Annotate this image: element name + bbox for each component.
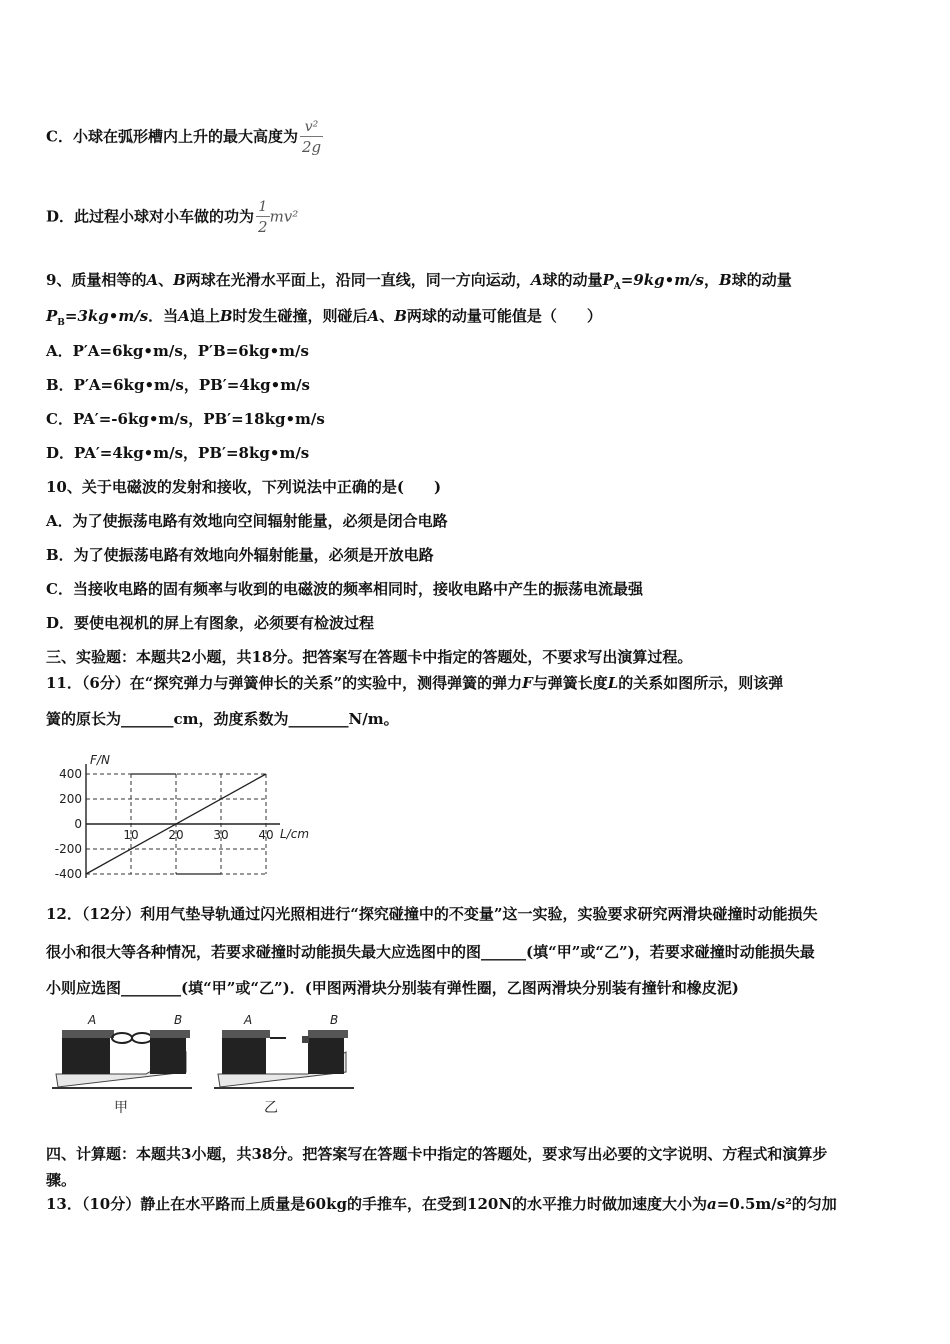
- air-track-figure: [46, 1012, 366, 1120]
- q12-stem-line2: 很小和很大等各种情况，若要求碰撞时动能损失最大应选图中的图______(填“甲”或“乙”)，若要求碰撞时动能损失最: [46, 943, 815, 961]
- slider-b-jia: [150, 1034, 186, 1074]
- section4-heading-line1: 四、计算题：本题共3小题，共38分。把答案写在答题卡中指定的答题处，要求写出必要的文字说明、方程式和演算步: [46, 1145, 828, 1163]
- y-tick-label: -200: [54, 842, 82, 856]
- q9-option-d: D．PA′=4kg•m/s，PB′=8kg•m/s: [46, 444, 310, 462]
- y-tick-label: -400: [54, 867, 82, 881]
- figure-yi: [214, 1013, 354, 1116]
- label-a-jia: A: [88, 1013, 97, 1027]
- slider-a-jia: [62, 1034, 110, 1074]
- x-tick-label: 20: [168, 828, 184, 842]
- q11-stem-line1: 11．（6分）在“探究弹力与弹簧伸长的关系”的实验中，测得弹簧的弹力F与弹簧长度L的关系如图所示，则该弹: [46, 674, 784, 692]
- graph-axes: [86, 764, 280, 878]
- q9-option-a: A．P′A=6kg•m/s，P′B=6kg•m/s: [46, 342, 309, 360]
- q9-option-b: B．P′A=6kg•m/s，PB′=4kg•m/s: [46, 376, 311, 394]
- q12-stem-line3: 小则应选图________(填“甲”或“乙”)．(甲图两滑块分别装有弹性圈，乙图两滑块分别装有撞针和橡皮泥): [46, 979, 739, 997]
- q12-stem-line1: 12．（12分）利用气垫导轨通过闪光照相进行“探究碰撞中的不变量”这一实验，实验要求研究两滑块碰撞时动能损失: [46, 905, 818, 923]
- q9-option-c: C．PA′=-6kg•m/s，PB′=18kg•m/s: [46, 410, 325, 428]
- q9-stem-line2: $P_B=3kg•m/s$．当A追上B时发生碰撞，则碰后A、B两球的动量可能值是（ ）: [46, 307, 602, 328]
- slider-b-top-yi: [308, 1030, 348, 1038]
- y-axis-label: F/N: [90, 753, 110, 767]
- label-a-yi: A: [244, 1013, 253, 1027]
- x-tick-label: 30: [213, 828, 229, 842]
- label-b-yi: B: [330, 1013, 339, 1027]
- q10-option-b: B．为了使振荡电路有效地向外辐射能量，必须是开放电路: [46, 546, 434, 564]
- slider-a-top-yi: [222, 1030, 270, 1038]
- fraction-one-half: $\frac{1}{2}$: [258, 199, 268, 236]
- x-axis-label: L/cm: [280, 827, 310, 841]
- slider-a-yi: [222, 1034, 266, 1074]
- elastic-ring-b: [132, 1033, 152, 1043]
- q8-option-c: C．小球在弧形槽内上升的最大高度为 $\frac{\text{v²}}{2g}$: [46, 119, 322, 156]
- slider-b-yi: [308, 1034, 344, 1074]
- q13-stem-line1: 13．（10分）静止在水平路而上质量是60kg的手推车，在受到120N的水平推力时做加速度大小为a=0.5m/s²的匀加: [46, 1195, 837, 1213]
- figure-jia: [52, 1013, 192, 1116]
- spring-force-length-graph: [40, 748, 330, 888]
- y-tick-label: 0: [74, 817, 82, 831]
- x-tick-label: 40: [258, 828, 274, 842]
- q8-option-d: D．此过程小球对小车做的功为 $\frac{1}{2}$ mv²: [46, 199, 299, 236]
- putty: [302, 1036, 309, 1043]
- section3-heading: 三、实验题：本题共2小题，共18分。把答案写在答题卡中指定的答题处，不要求写出演算过程。: [46, 648, 693, 666]
- q10-option-a: A．为了使振荡电路有效地向空间辐射能量，必须是闭合电路: [46, 512, 448, 530]
- section4-heading-line2: 骤。: [46, 1171, 77, 1189]
- q11-stem-line2: 簧的原长为_______cm，劲度系数为________N/m。: [46, 710, 399, 728]
- x-tick-label: 10: [123, 828, 139, 842]
- elastic-ring-a: [112, 1033, 132, 1043]
- q10-stem: 10、关于电磁波的发射和接收，下列说法中正确的是( ): [46, 478, 442, 496]
- caption-jia: 甲: [114, 1100, 128, 1116]
- label-b-jia: B: [174, 1013, 183, 1027]
- q10-option-c: C．当接收电路的固有频率与收到的电磁波的频率相同时，接收电路中产生的振荡电流最强: [46, 580, 643, 598]
- q10-option-d: D．要使电视机的屏上有图象，必须要有检波过程: [46, 614, 375, 632]
- slider-a-top-jia: [62, 1030, 114, 1038]
- y-tick-label: 200: [59, 792, 82, 806]
- y-tick-label: 400: [59, 767, 82, 781]
- q9-stem-line1: 9、质量相等的A、B两球在光滑水平面上，沿同一直线，同一方向运动，A球的动量$P_A=9kg•m/s$，B球的动量: [46, 271, 792, 292]
- caption-yi: 乙: [264, 1100, 278, 1116]
- fraction-v2-over-2g: $\frac{\text{v²}}{2g}$: [301, 119, 322, 156]
- slider-b-top-jia: [150, 1030, 190, 1038]
